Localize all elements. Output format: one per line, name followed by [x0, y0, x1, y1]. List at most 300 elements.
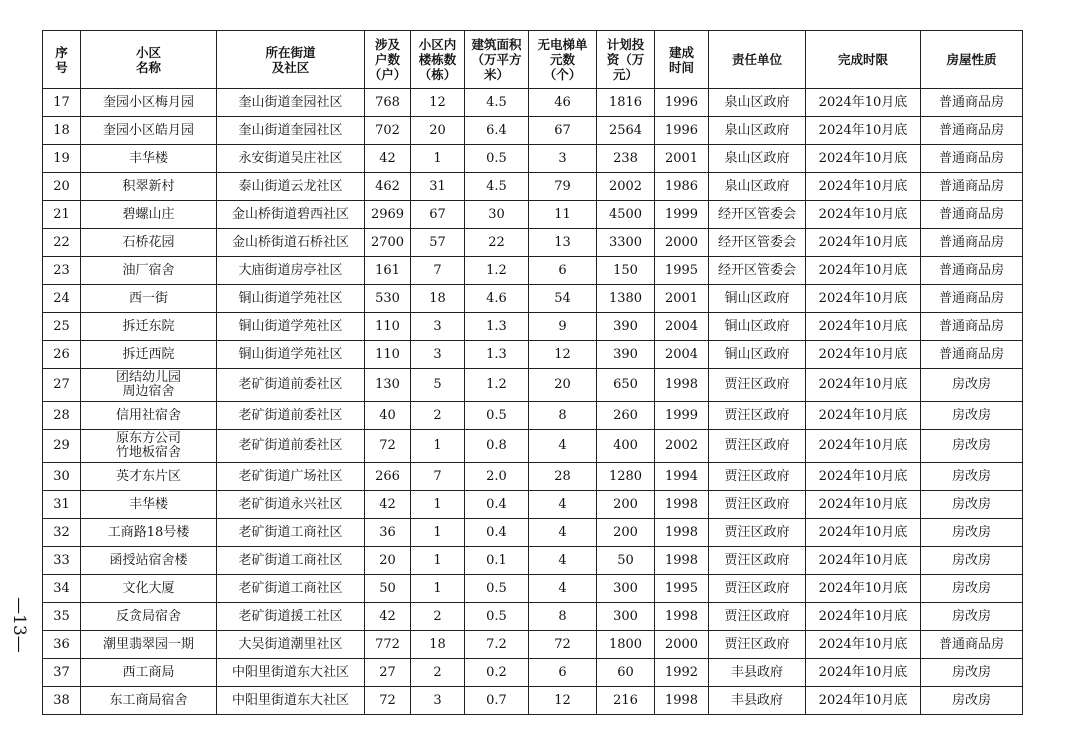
cell-community-name: 积翠新村 [81, 173, 217, 201]
cell-floor-area: 4.6 [465, 285, 529, 313]
cell-index: 27 [43, 369, 81, 402]
cell-street-community: 泰山街道云龙社区 [217, 173, 365, 201]
cell-households: 40 [365, 402, 411, 430]
cell-buildings: 7 [411, 463, 465, 491]
cell-community-name: 东工商局宿舍 [81, 687, 217, 715]
cell-investment: 50 [597, 547, 655, 575]
cell-units: 67 [529, 117, 597, 145]
cell-units: 3 [529, 145, 597, 173]
cell-street-community: 老矿街道援工社区 [217, 603, 365, 631]
cell-buildings: 1 [411, 519, 465, 547]
cell-built-year: 2004 [655, 313, 709, 341]
cell-deadline: 2024年10月底 [806, 430, 921, 463]
table-row [43, 369, 1023, 402]
cell-investment: 2002 [597, 173, 655, 201]
cell-investment: 238 [597, 145, 655, 173]
cell-buildings: 1 [411, 547, 465, 575]
cell-index: 31 [43, 491, 81, 519]
cell-buildings: 12 [411, 89, 465, 117]
cell-investment: 2564 [597, 117, 655, 145]
cell-street-community: 铜山街道学苑社区 [217, 313, 365, 341]
page-number-text: —13— [9, 597, 30, 653]
cell-responsible-unit: 贾汪区政府 [709, 463, 806, 491]
cell-built-year: 1998 [655, 547, 709, 575]
cell-households: 462 [365, 173, 411, 201]
cell-units: 11 [529, 201, 597, 229]
cell-buildings: 57 [411, 229, 465, 257]
cell-street-community: 大吴街道潮里社区 [217, 631, 365, 659]
cell-built-year: 1986 [655, 173, 709, 201]
cell-deadline: 2024年10月底 [806, 89, 921, 117]
cell-housing-type: 普通商品房 [921, 173, 1023, 201]
cell-floor-area: 1.3 [465, 341, 529, 369]
cell-street-community: 大庙街道房亭社区 [217, 257, 365, 285]
cell-households: 110 [365, 313, 411, 341]
cell-investment: 200 [597, 491, 655, 519]
col-header-built-year: 建成 时间 [655, 31, 709, 89]
cell-index: 20 [43, 173, 81, 201]
table-row [43, 575, 1023, 603]
cell-index: 22 [43, 229, 81, 257]
cell-community-name: 工商路18号楼 [81, 519, 217, 547]
cell-community-name: 油厂宿舍 [81, 257, 217, 285]
cell-index: 30 [43, 463, 81, 491]
cell-deadline: 2024年10月底 [806, 285, 921, 313]
cell-floor-area: 2.0 [465, 463, 529, 491]
cell-households: 530 [365, 285, 411, 313]
cell-housing-type: 房改房 [921, 575, 1023, 603]
cell-responsible-unit: 丰县政府 [709, 659, 806, 687]
cell-community-name: 西一街 [81, 285, 217, 313]
cell-community-name: 文化大厦 [81, 575, 217, 603]
table-row [43, 491, 1023, 519]
cell-floor-area: 0.5 [465, 603, 529, 631]
table-row [43, 463, 1023, 491]
cell-built-year: 1998 [655, 687, 709, 715]
table-row [43, 145, 1023, 173]
cell-housing-type: 普通商品房 [921, 341, 1023, 369]
cell-built-year: 1992 [655, 659, 709, 687]
table-row [43, 229, 1023, 257]
cell-deadline: 2024年10月底 [806, 257, 921, 285]
cell-households: 768 [365, 89, 411, 117]
cell-investment: 150 [597, 257, 655, 285]
cell-households: 2969 [365, 201, 411, 229]
cell-housing-type: 普通商品房 [921, 631, 1023, 659]
cell-street-community: 铜山街道学苑社区 [217, 285, 365, 313]
cell-investment: 216 [597, 687, 655, 715]
cell-housing-type: 普通商品房 [921, 285, 1023, 313]
cell-responsible-unit: 泉山区政府 [709, 89, 806, 117]
cell-street-community: 老矿街道永兴社区 [217, 491, 365, 519]
cell-index: 29 [43, 430, 81, 463]
cell-households: 266 [365, 463, 411, 491]
cell-floor-area: 6.4 [465, 117, 529, 145]
cell-floor-area: 1.2 [465, 257, 529, 285]
cell-floor-area: 0.7 [465, 687, 529, 715]
cell-deadline: 2024年10月底 [806, 491, 921, 519]
cell-community-name: 奎园小区梅月园 [81, 89, 217, 117]
cell-index: 28 [43, 402, 81, 430]
cell-households: 36 [365, 519, 411, 547]
cell-housing-type: 普通商品房 [921, 89, 1023, 117]
cell-deadline: 2024年10月底 [806, 603, 921, 631]
cell-responsible-unit: 经开区管委会 [709, 201, 806, 229]
cell-deadline: 2024年10月底 [806, 547, 921, 575]
cell-buildings: 20 [411, 117, 465, 145]
cell-housing-type: 普通商品房 [921, 257, 1023, 285]
cell-floor-area: 0.5 [465, 402, 529, 430]
cell-index: 35 [43, 603, 81, 631]
cell-street-community: 老矿街道工商社区 [217, 547, 365, 575]
col-header-street-community: 所在街道 及社区 [217, 31, 365, 89]
table-row [43, 341, 1023, 369]
cell-street-community: 奎山街道奎园社区 [217, 89, 365, 117]
cell-buildings: 1 [411, 145, 465, 173]
cell-investment: 1816 [597, 89, 655, 117]
cell-community-name: 函授站宿舍楼 [81, 547, 217, 575]
cell-buildings: 1 [411, 430, 465, 463]
cell-deadline: 2024年10月底 [806, 687, 921, 715]
cell-index: 25 [43, 313, 81, 341]
table-row [43, 313, 1023, 341]
cell-community-name: 丰华楼 [81, 491, 217, 519]
cell-community-name: 碧螺山庄 [81, 201, 217, 229]
cell-deadline: 2024年10月底 [806, 369, 921, 402]
cell-built-year: 1995 [655, 575, 709, 603]
cell-index: 24 [43, 285, 81, 313]
cell-floor-area: 0.4 [465, 519, 529, 547]
cell-buildings: 1 [411, 491, 465, 519]
table-row [43, 117, 1023, 145]
cell-street-community: 永安街道吴庄社区 [217, 145, 365, 173]
table-row [43, 285, 1023, 313]
cell-index: 18 [43, 117, 81, 145]
cell-community-name: 潮里翡翠园一期 [81, 631, 217, 659]
cell-investment: 200 [597, 519, 655, 547]
table-row [43, 402, 1023, 430]
cell-investment: 260 [597, 402, 655, 430]
cell-community-name: 奎园小区皓月园 [81, 117, 217, 145]
table-row [43, 547, 1023, 575]
cell-buildings: 3 [411, 313, 465, 341]
cell-housing-type: 房改房 [921, 687, 1023, 715]
cell-responsible-unit: 铜山区政府 [709, 341, 806, 369]
cell-units: 4 [529, 575, 597, 603]
cell-floor-area: 1.3 [465, 313, 529, 341]
cell-housing-type: 房改房 [921, 547, 1023, 575]
table-row [43, 430, 1023, 463]
cell-built-year: 1998 [655, 603, 709, 631]
cell-investment: 300 [597, 575, 655, 603]
cell-responsible-unit: 经开区管委会 [709, 229, 806, 257]
cell-built-year: 1998 [655, 491, 709, 519]
col-header-floor-area: 建筑面积 （万平方 米） [465, 31, 529, 89]
table-row [43, 173, 1023, 201]
cell-built-year: 1996 [655, 89, 709, 117]
cell-floor-area: 0.2 [465, 659, 529, 687]
cell-community-name: 石桥花园 [81, 229, 217, 257]
cell-street-community: 老矿街道广场社区 [217, 463, 365, 491]
cell-deadline: 2024年10月底 [806, 201, 921, 229]
cell-housing-type: 普通商品房 [921, 145, 1023, 173]
cell-built-year: 1995 [655, 257, 709, 285]
col-header-units-without-elevator: 无电梯单 元数 （个） [529, 31, 597, 89]
cell-responsible-unit: 贾汪区政府 [709, 603, 806, 631]
cell-households: 50 [365, 575, 411, 603]
cell-responsible-unit: 贾汪区政府 [709, 547, 806, 575]
cell-units: 12 [529, 341, 597, 369]
cell-units: 46 [529, 89, 597, 117]
cell-buildings: 1 [411, 575, 465, 603]
cell-households: 110 [365, 341, 411, 369]
cell-street-community: 金山桥街道石桥社区 [217, 229, 365, 257]
cell-units: 8 [529, 603, 597, 631]
cell-investment: 60 [597, 659, 655, 687]
cell-households: 42 [365, 145, 411, 173]
cell-housing-type: 房改房 [921, 491, 1023, 519]
cell-households: 20 [365, 547, 411, 575]
cell-investment: 1280 [597, 463, 655, 491]
cell-responsible-unit: 贾汪区政府 [709, 369, 806, 402]
cell-buildings: 3 [411, 687, 465, 715]
cell-investment: 1800 [597, 631, 655, 659]
cell-buildings: 67 [411, 201, 465, 229]
cell-floor-area: 22 [465, 229, 529, 257]
cell-households: 130 [365, 369, 411, 402]
cell-responsible-unit: 贾汪区政府 [709, 519, 806, 547]
col-header-responsible-unit: 责任单位 [709, 31, 806, 89]
cell-built-year: 1998 [655, 369, 709, 402]
cell-street-community: 老矿街道前委社区 [217, 369, 365, 402]
cell-buildings: 31 [411, 173, 465, 201]
cell-investment: 4500 [597, 201, 655, 229]
cell-investment: 3300 [597, 229, 655, 257]
cell-deadline: 2024年10月底 [806, 402, 921, 430]
cell-index: 33 [43, 547, 81, 575]
cell-floor-area: 0.5 [465, 145, 529, 173]
cell-units: 4 [529, 430, 597, 463]
col-header-deadline: 完成时限 [806, 31, 921, 89]
cell-housing-type: 普通商品房 [921, 117, 1023, 145]
cell-housing-type: 普通商品房 [921, 201, 1023, 229]
col-header-housing-type: 房屋性质 [921, 31, 1023, 89]
cell-responsible-unit: 泉山区政府 [709, 117, 806, 145]
cell-floor-area: 0.4 [465, 491, 529, 519]
cell-households: 72 [365, 687, 411, 715]
cell-deadline: 2024年10月底 [806, 463, 921, 491]
cell-households: 702 [365, 117, 411, 145]
cell-units: 28 [529, 463, 597, 491]
cell-responsible-unit: 贾汪区政府 [709, 430, 806, 463]
cell-responsible-unit: 泉山区政府 [709, 145, 806, 173]
cell-units: 13 [529, 229, 597, 257]
cell-floor-area: 4.5 [465, 89, 529, 117]
cell-housing-type: 房改房 [921, 463, 1023, 491]
cell-built-year: 1994 [655, 463, 709, 491]
cell-floor-area: 30 [465, 201, 529, 229]
cell-units: 4 [529, 519, 597, 547]
cell-units: 9 [529, 313, 597, 341]
cell-responsible-unit: 贾汪区政府 [709, 575, 806, 603]
cell-units: 79 [529, 173, 597, 201]
cell-buildings: 18 [411, 285, 465, 313]
page-number [2, 585, 36, 665]
cell-housing-type: 房改房 [921, 369, 1023, 402]
cell-investment: 300 [597, 603, 655, 631]
cell-index: 23 [43, 257, 81, 285]
cell-buildings: 3 [411, 341, 465, 369]
cell-street-community: 老矿街道前委社区 [217, 402, 365, 430]
cell-households: 772 [365, 631, 411, 659]
cell-responsible-unit: 泉山区政府 [709, 173, 806, 201]
cell-households: 72 [365, 430, 411, 463]
cell-community-name: 原东方公司 竹地板宿舍 [81, 430, 217, 463]
cell-housing-type: 房改房 [921, 603, 1023, 631]
cell-investment: 650 [597, 369, 655, 402]
col-header-community-name: 小区 名称 [81, 31, 217, 89]
cell-responsible-unit: 贾汪区政府 [709, 402, 806, 430]
col-header-planned-investment: 计划投 资（万 元） [597, 31, 655, 89]
cell-responsible-unit: 贾汪区政府 [709, 631, 806, 659]
cell-deadline: 2024年10月底 [806, 145, 921, 173]
cell-housing-type: 房改房 [921, 402, 1023, 430]
cell-units: 6 [529, 257, 597, 285]
cell-units: 72 [529, 631, 597, 659]
cell-built-year: 2004 [655, 341, 709, 369]
cell-units: 8 [529, 402, 597, 430]
table-row [43, 201, 1023, 229]
cell-deadline: 2024年10月底 [806, 575, 921, 603]
housing-renovation-table [42, 30, 1023, 715]
cell-index: 38 [43, 687, 81, 715]
cell-households: 42 [365, 603, 411, 631]
cell-index: 37 [43, 659, 81, 687]
cell-households: 161 [365, 257, 411, 285]
cell-floor-area: 4.5 [465, 173, 529, 201]
cell-street-community: 中阳里街道东大社区 [217, 659, 365, 687]
cell-index: 19 [43, 145, 81, 173]
cell-floor-area: 0.1 [465, 547, 529, 575]
table-row [43, 687, 1023, 715]
cell-housing-type: 房改房 [921, 519, 1023, 547]
cell-community-name: 西工商局 [81, 659, 217, 687]
cell-community-name: 信用社宿舍 [81, 402, 217, 430]
cell-built-year: 2001 [655, 285, 709, 313]
cell-responsible-unit: 贾汪区政府 [709, 491, 806, 519]
cell-built-year: 1996 [655, 117, 709, 145]
table-body [43, 89, 1023, 715]
cell-investment: 1380 [597, 285, 655, 313]
cell-community-name: 英才东片区 [81, 463, 217, 491]
cell-index: 21 [43, 201, 81, 229]
table-row [43, 519, 1023, 547]
cell-units: 6 [529, 659, 597, 687]
cell-floor-area: 0.5 [465, 575, 529, 603]
cell-households: 42 [365, 491, 411, 519]
cell-community-name: 反贪局宿舍 [81, 603, 217, 631]
cell-units: 20 [529, 369, 597, 402]
table-row [43, 89, 1023, 117]
col-header-buildings: 小区内 楼栋数 （栋） [411, 31, 465, 89]
cell-built-year: 2001 [655, 145, 709, 173]
cell-housing-type: 房改房 [921, 430, 1023, 463]
cell-buildings: 2 [411, 402, 465, 430]
cell-built-year: 2000 [655, 631, 709, 659]
cell-built-year: 1999 [655, 402, 709, 430]
col-header-index: 序 号 [43, 31, 81, 89]
cell-deadline: 2024年10月底 [806, 631, 921, 659]
cell-street-community: 老矿街道工商社区 [217, 519, 365, 547]
table-row [43, 631, 1023, 659]
cell-households: 27 [365, 659, 411, 687]
cell-index: 17 [43, 89, 81, 117]
cell-index: 34 [43, 575, 81, 603]
cell-buildings: 2 [411, 603, 465, 631]
cell-built-year: 1999 [655, 201, 709, 229]
cell-responsible-unit: 铜山区政府 [709, 313, 806, 341]
cell-buildings: 2 [411, 659, 465, 687]
cell-street-community: 中阳里街道东大社区 [217, 687, 365, 715]
table-row [43, 603, 1023, 631]
cell-households: 2700 [365, 229, 411, 257]
cell-investment: 390 [597, 313, 655, 341]
cell-units: 12 [529, 687, 597, 715]
cell-housing-type: 房改房 [921, 659, 1023, 687]
cell-built-year: 1998 [655, 519, 709, 547]
cell-units: 4 [529, 491, 597, 519]
cell-deadline: 2024年10月底 [806, 313, 921, 341]
cell-responsible-unit: 经开区管委会 [709, 257, 806, 285]
cell-responsible-unit: 铜山区政府 [709, 285, 806, 313]
cell-units: 4 [529, 547, 597, 575]
cell-deadline: 2024年10月底 [806, 519, 921, 547]
cell-investment: 400 [597, 430, 655, 463]
cell-built-year: 2000 [655, 229, 709, 257]
cell-floor-area: 7.2 [465, 631, 529, 659]
cell-street-community: 铜山街道学苑社区 [217, 341, 365, 369]
cell-buildings: 18 [411, 631, 465, 659]
cell-deadline: 2024年10月底 [806, 341, 921, 369]
cell-buildings: 5 [411, 369, 465, 402]
cell-community-name: 团结幼儿园 周边宿舍 [81, 369, 217, 402]
cell-street-community: 金山桥街道碧西社区 [217, 201, 365, 229]
cell-units: 54 [529, 285, 597, 313]
cell-deadline: 2024年10月底 [806, 117, 921, 145]
cell-floor-area: 1.2 [465, 369, 529, 402]
cell-index: 32 [43, 519, 81, 547]
cell-investment: 390 [597, 341, 655, 369]
cell-street-community: 奎山街道奎园社区 [217, 117, 365, 145]
cell-housing-type: 普通商品房 [921, 229, 1023, 257]
cell-street-community: 老矿街道前委社区 [217, 430, 365, 463]
table-header-row [43, 31, 1023, 89]
cell-floor-area: 0.8 [465, 430, 529, 463]
cell-community-name: 丰华楼 [81, 145, 217, 173]
col-header-households: 涉及 户数 （户） [365, 31, 411, 89]
cell-housing-type: 普通商品房 [921, 313, 1023, 341]
cell-built-year: 2002 [655, 430, 709, 463]
cell-index: 26 [43, 341, 81, 369]
cell-community-name: 拆迁东院 [81, 313, 217, 341]
cell-deadline: 2024年10月底 [806, 659, 921, 687]
cell-responsible-unit: 丰县政府 [709, 687, 806, 715]
cell-index: 36 [43, 631, 81, 659]
cell-deadline: 2024年10月底 [806, 229, 921, 257]
cell-deadline: 2024年10月底 [806, 173, 921, 201]
cell-buildings: 7 [411, 257, 465, 285]
cell-community-name: 拆迁西院 [81, 341, 217, 369]
